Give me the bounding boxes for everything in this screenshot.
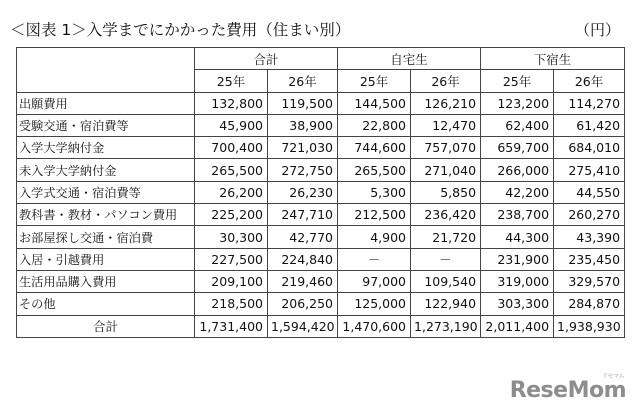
watermark-text: ReseMom: [509, 378, 626, 403]
row-label: その他: [17, 293, 195, 315]
value-cell: 303,300: [481, 293, 554, 315]
group-header-home: 自宅生: [338, 48, 481, 70]
row-label: 受験交通・宿泊費等: [17, 114, 195, 136]
row-label: お部屋探し交通・宿泊費: [17, 226, 195, 248]
row-label: 入居・引越費用: [17, 248, 195, 270]
table-row: [17, 181, 625, 203]
year-header: 25年: [338, 70, 411, 92]
value-cell: 4,900: [338, 226, 411, 248]
table-row: [17, 226, 625, 248]
value-cell: 209,100: [195, 270, 268, 292]
value-cell: 5,300: [338, 181, 411, 203]
cost-table: [16, 47, 625, 338]
value-cell: 62,400: [481, 114, 554, 136]
value-cell: 43,390: [554, 226, 625, 248]
row-label: 未入学大学納付金: [17, 159, 195, 181]
table-row: [17, 114, 625, 136]
value-cell: 123,200: [481, 92, 554, 114]
value-cell: 1,731,400: [195, 315, 268, 337]
value-cell: 119,500: [268, 92, 338, 114]
value-cell: 44,550: [554, 181, 625, 203]
value-cell: 2,011,400: [481, 315, 554, 337]
row-label: 出願費用: [17, 92, 195, 114]
table-row: [17, 92, 625, 114]
value-cell: 144,500: [338, 92, 411, 114]
value-cell: 12,470: [411, 114, 481, 136]
value-cell: 236,420: [411, 204, 481, 226]
unit-label: （円）: [574, 21, 620, 39]
value-cell: 329,570: [554, 270, 625, 292]
value-cell: 21,720: [411, 226, 481, 248]
year-header: 25年: [481, 70, 554, 92]
value-cell: 22,800: [338, 114, 411, 136]
value-cell: 1,470,600: [338, 315, 411, 337]
value-cell: 38,900: [268, 114, 338, 136]
value-cell: 266,000: [481, 159, 554, 181]
year-header: 26年: [268, 70, 338, 92]
table-row: [17, 293, 625, 315]
value-cell: 125,000: [338, 293, 411, 315]
value-cell: 1,594,420: [268, 315, 338, 337]
value-cell: 721,030: [268, 137, 338, 159]
row-label: 教科書・教材・パソコン費用: [17, 204, 195, 226]
value-cell: 224,840: [268, 248, 338, 270]
value-cell: 225,200: [195, 204, 268, 226]
value-cell: 271,040: [411, 159, 481, 181]
year-header: 26年: [411, 70, 481, 92]
value-cell: 212,500: [338, 204, 411, 226]
value-cell: 114,270: [554, 92, 625, 114]
value-cell: 26,230: [268, 181, 338, 203]
table-row: [17, 137, 625, 159]
watermark-ruby: リセマム: [602, 373, 624, 380]
row-label: 入学大学納付金: [17, 137, 195, 159]
value-cell: 319,000: [481, 270, 554, 292]
group-header-row: [17, 48, 625, 70]
value-cell: 30,300: [195, 226, 268, 248]
table-row: [17, 159, 625, 181]
value-cell: 126,210: [411, 92, 481, 114]
value-cell: 206,250: [268, 293, 338, 315]
value-cell: 109,540: [411, 270, 481, 292]
value-cell: －: [411, 248, 481, 270]
value-cell: 238,700: [481, 204, 554, 226]
row-label: 入学式交通・宿泊費等: [17, 181, 195, 203]
value-cell: 265,500: [195, 159, 268, 181]
value-cell: －: [338, 248, 411, 270]
value-cell: 61,420: [554, 114, 625, 136]
value-cell: 44,300: [481, 226, 554, 248]
group-header-all: 合計: [195, 48, 338, 70]
total-label: 合計: [17, 315, 195, 337]
value-cell: 1,938,930: [554, 315, 625, 337]
value-cell: 272,750: [268, 159, 338, 181]
value-cell: 132,800: [195, 92, 268, 114]
total-row: [17, 315, 625, 337]
value-cell: 42,200: [481, 181, 554, 203]
row-label: 生活用品購入費用: [17, 270, 195, 292]
value-cell: 5,850: [411, 181, 481, 203]
table-body: [17, 92, 625, 337]
value-cell: 684,010: [554, 137, 625, 159]
value-cell: 284,870: [554, 293, 625, 315]
figure-title: ＜図表 1＞入学までにかかった費用（住まい別）: [10, 21, 351, 39]
value-cell: 227,500: [195, 248, 268, 270]
value-cell: 659,700: [481, 137, 554, 159]
year-header: 25年: [195, 70, 268, 92]
value-cell: 218,500: [195, 293, 268, 315]
value-cell: 42,770: [268, 226, 338, 248]
value-cell: 700,400: [195, 137, 268, 159]
value-cell: 235,450: [554, 248, 625, 270]
value-cell: 1,273,190: [411, 315, 481, 337]
value-cell: 122,940: [411, 293, 481, 315]
value-cell: 231,900: [481, 248, 554, 270]
value-cell: 260,270: [554, 204, 625, 226]
table-row: [17, 270, 625, 292]
value-cell: 247,710: [268, 204, 338, 226]
table-row: [17, 248, 625, 270]
value-cell: 744,600: [338, 137, 411, 159]
value-cell: 26,200: [195, 181, 268, 203]
value-cell: 97,000: [338, 270, 411, 292]
resemom-watermark-logo: [509, 373, 626, 403]
value-cell: 45,900: [195, 114, 268, 136]
value-cell: 757,070: [411, 137, 481, 159]
value-cell: 219,460: [268, 270, 338, 292]
value-cell: 265,500: [338, 159, 411, 181]
group-header-away: 下宿生: [481, 48, 625, 70]
table-row: [17, 204, 625, 226]
value-cell: 275,410: [554, 159, 625, 181]
corner-cell: [17, 48, 195, 93]
year-header: 26年: [554, 70, 625, 92]
